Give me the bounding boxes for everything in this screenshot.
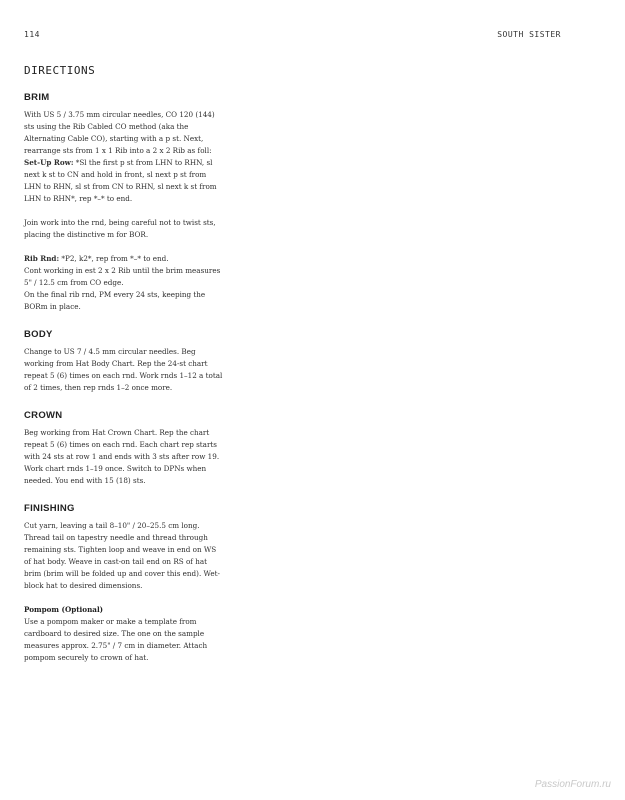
brim-paragraph-1: With US 5 / 3.75 mm circular needles, CO 120 (144) sts using the Rib Cabled CO method (aka the Alternating Cable CO), starting with a p st. Next, rearrange sts from 1 x 1 Rib into a 2 x 2 Rib as foll:: [24, 110, 215, 155]
rib-round-text: *P2, k2*, rep from *–* to end.: [59, 254, 169, 263]
setup-row-label: Set-Up Row:: [24, 158, 74, 167]
directions-column: [24, 92, 224, 664]
rib-round-instruction: [24, 253, 224, 265]
brim-paragraph-2: Join work into the rnd, being careful not to twist sts, placing the distinctive m for BOR.: [24, 218, 216, 239]
running-title: SOUTH SISTER: [497, 30, 561, 39]
page-title: DIRECTIONS: [24, 64, 96, 77]
body-section: [24, 329, 224, 394]
crown-paragraph: Beg working from Hat Crown Chart. Rep the chart repeat 5 (6) times on each rnd. Each chart rep starts with 24 sts at row 1 and ends with 3 sts after row 19. Work chart rnds 1–19 once. Switch to DPNs when needed. You end with 15 (18) sts.: [24, 428, 220, 485]
setup-row-instruction: [24, 157, 224, 205]
page-number: 114: [24, 30, 40, 39]
setup-row-text: *Sl the first p st from LHN to RHN, sl next k st to CN and hold in front, sl next p st from LHN to RHN, sl st from CN to RHN, sl next k st from LHN to RHN*, rep *–* to end.: [24, 158, 217, 203]
pompom-heading: Pompom (Optional): [24, 605, 104, 614]
crown-heading: CROWN: [24, 410, 63, 421]
pompom-paragraph: Use a pompom maker or make a template from cardboard to desired size. The one on the sample measures approx. 2.75" / 7 cm in diameter. Attach pompom securely to crown of hat.: [24, 617, 208, 662]
rib-round-label: Rib Rnd:: [24, 254, 60, 263]
finishing-section: [24, 503, 224, 664]
finishing-heading: FINISHING: [24, 503, 75, 514]
watermark: PassionForum.ru: [534, 779, 611, 790]
brim-paragraph-4: On the final rib rnd, PM every 24 sts, keeping the BORm in place.: [24, 290, 206, 311]
body-heading: BODY: [24, 329, 53, 340]
brim-heading: BRIM: [24, 92, 50, 103]
brim-section: [24, 92, 224, 313]
body-paragraph: Change to US 7 / 4.5 mm circular needles. Beg working from Hat Body Chart. Rep the 24-st chart repeat 5 (6) times on each rnd. Work rnds 1–12 a total of 2 times, then rep rnds 1–2 once more.: [24, 347, 223, 392]
brim-paragraph-3: Cont working in est 2 x 2 Rib until the brim measures 5" / 12.5 cm from CO edge.: [24, 266, 221, 287]
crown-section: [24, 410, 224, 487]
finishing-paragraph: Cut yarn, leaving a tail 8–10" / 20–25.5 cm long. Thread tail on tapestry needle and thread through remaining sts. Tighten loop and weave in end on WS of hat body. Weave in cast-on tail end on RS of hat brim (brim will be folded up and cover this end). Wet-block hat to desired dimensions.: [24, 521, 220, 590]
